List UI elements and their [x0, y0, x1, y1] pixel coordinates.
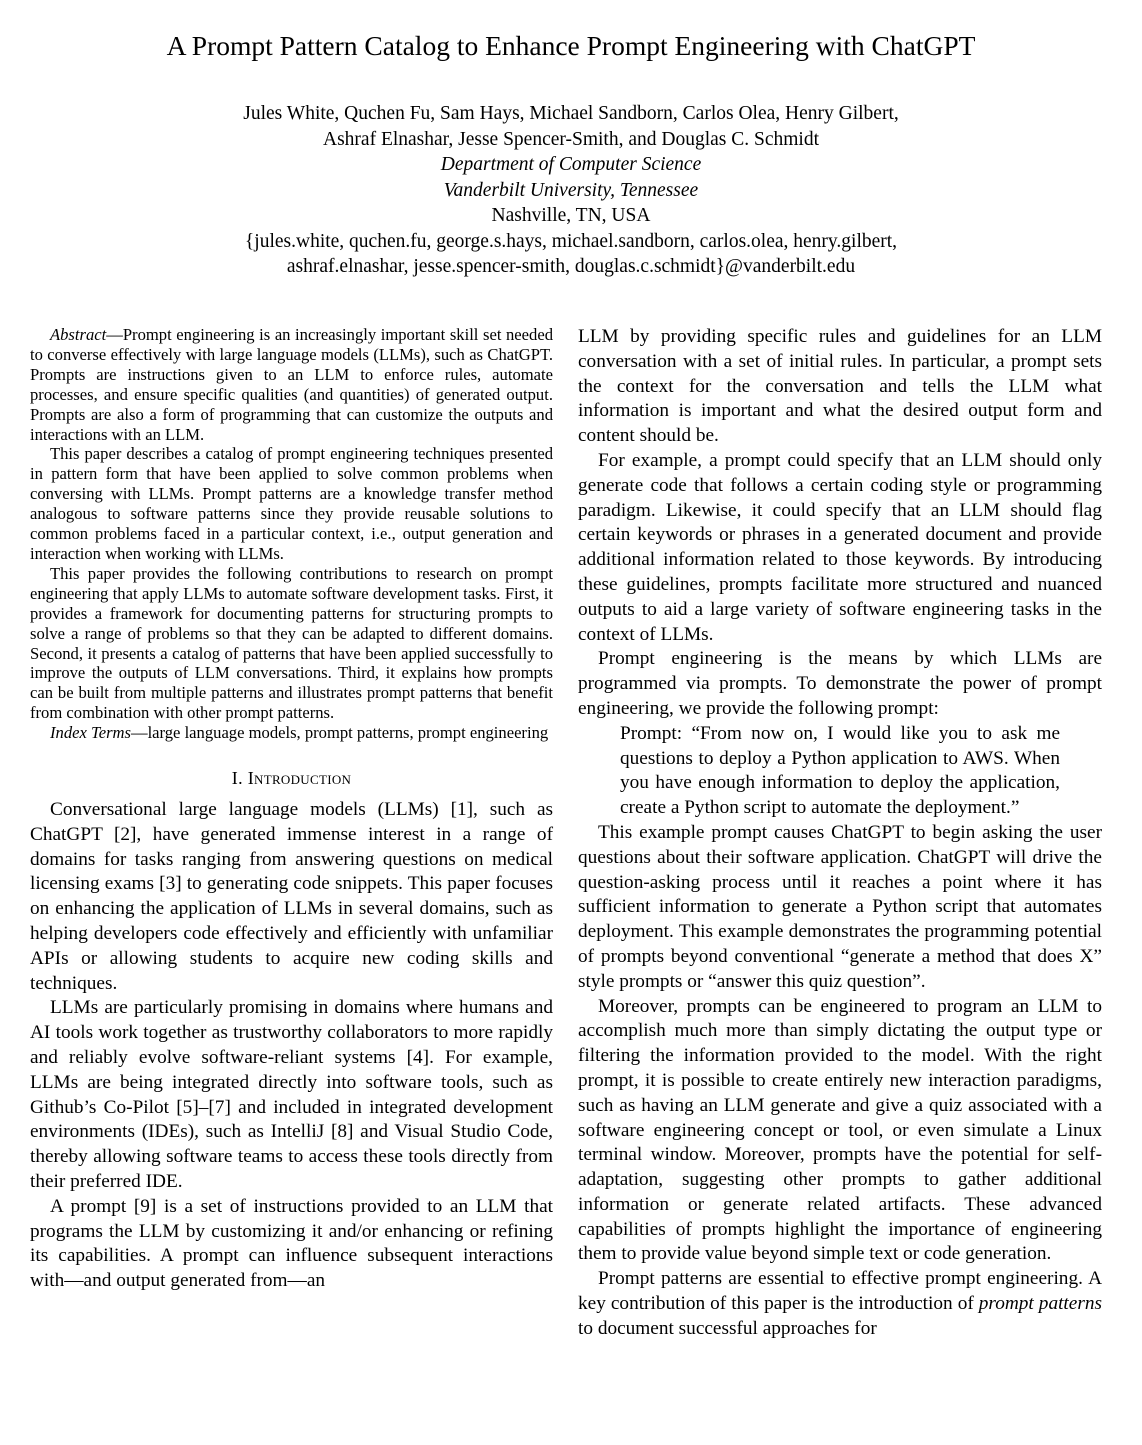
author-emails-line-2: ashraf.elnashar, jesse.spencer-smith, douglas.c.schmidt}@vanderbilt.edu [286, 256, 856, 277]
introduction-body [30, 798, 553, 1294]
index-terms-label: Index Terms [50, 723, 131, 743]
section-title: Introduction [247, 768, 352, 789]
affiliation-city: Nashville, TN, USA [491, 205, 651, 226]
intro-paragraph-1: Conversational large language models (LLMs) [1], such as ChatGPT [2], have generated immense interest in a range of domains for tasks ranging from answering questions on medical licensing exams [3] to generating code snippets. This paper focuses on enhancing the application of LLMs in several domains, such as helping developers code effectively and efficiently with unfamiliar APIs or allowing students to acquire new coding skills and techniques. [30, 799, 553, 994]
right-paragraph-4: This example prompt causes ChatGPT to begin asking the user questions about their software application. ChatGPT will drive the question-asking process until it reaches a point where it has sufficient information to generate a Python script that automates deployment. This example demonstrates the programming potential of prompts beyond conventional “generate a method that does X” style prompts or “answer this quiz question”. [578, 821, 1102, 992]
abstract-paragraph-2: This paper describes a catalog of prompt engineering techniques presented in pattern form that have been applied to solve common problems when conversing with LLMs. Prompt patterns are a knowledge transfer method analogous to software patterns since they provide reusable solutions to common problems faced in a particular context, i.e., output generation and interaction when working with LLMs. [30, 444, 553, 563]
index-terms [30, 723, 553, 743]
affiliation-university: Vanderbilt University, Tennessee [443, 179, 699, 201]
abstract-label: Abstract [50, 325, 107, 344]
section-heading-introduction [30, 767, 553, 789]
right-paragraph-1: LLM by providing specific rules and guidelines for an LLM conversation with a set of initial rules. In particular, a prompt sets the context for the conversation and tells the LLM what information is important and what the desired output form and content should be. [578, 326, 1102, 447]
index-terms-text: —large language models, prompt patterns, prompt engineering [130, 723, 549, 743]
abstract [30, 325, 553, 743]
right-paragraph-6-start: Prompt patterns are essential to effective prompt engineering. A key contribution of this paper is the introduction of [578, 1268, 1102, 1315]
example-prompt-quote: Prompt: “From now on, I would like you to ask me questions to deploy a Python application to AWS. When you have enough information to deploy the application, create a Python script to automate the deployment.” [620, 722, 1060, 819]
left-column [30, 325, 553, 1294]
right-paragraph-2: For example, a prompt could specify that an LLM should only generate code that follows a certain coding style or programming paradigm. Likewise, it could specify that an LLM should flag certain keywords or phrases in a generated document and provide additional information related to those keywords. By introducing these guidelines, prompts facilitate more structured and nuanced outputs to aid a large variety of software engineering tasks in the context of LLMs. [578, 449, 1102, 645]
author-block [0, 101, 1142, 280]
paper-title: A Prompt Pattern Catalog to Enhance Prompt Engineering with ChatGPT [166, 30, 976, 61]
author-list-line-2: Ashraf Elnashar, Jesse Spencer-Smith, and Douglas C. Schmidt [323, 128, 819, 150]
abstract-text-1: —Prompt engineering is an increasingly important skill set needed to converse effectively with large language models (LLMs), such as ChatGPT. Prompts are instructions given to an LLM to enforce rules, automate processes, and ensure specific qualities (and quantities) of generated output. Prompts are also a form of programming that can customize the outputs and interactions with an LLM. [30, 325, 553, 444]
prompt-patterns-emphasis: prompt patterns [978, 1293, 1102, 1315]
affiliation-department: Department of Computer Science [440, 154, 702, 175]
right-paragraph-3: Prompt engineering is the means by which LLMs are programmed via prompts. To demonstrate the power of prompt engineering, we provide the following prompt: [578, 648, 1102, 719]
abstract-paragraph-3: This paper provides the following contributions to research on prompt engineering that apply LLMs to automate software development tasks. First, it provides a framework for documenting patterns for structuring prompts to solve a range of problems so that they can be adapted to different domains. Second, it presents a catalog of patterns that have been applied successfully to improve the outputs of LLM conversations. Third, it explains how prompts can be built from multiple patterns and illustrates prompt patterns that benefit from combination with other prompt patterns. [30, 563, 553, 723]
right-paragraph-6 [578, 1267, 1102, 1341]
right-paragraph-6-end: to document successful approaches for [578, 1317, 877, 1339]
author-list-line-1: Jules White, Quchen Fu, Sam Hays, Michael Sandborn, Carlos Olea, Henry Gilbert, [243, 103, 899, 124]
section-number: I. [231, 768, 243, 789]
author-emails-line-1: {jules.white, quchen.fu, george.s.hays, michael.sandborn, carlos.olea, henry.gilbert, [244, 230, 898, 252]
abstract-paragraph-1 [30, 325, 553, 444]
right-paragraph-5: Moreover, prompts can be engineered to program an LLM to accomplish much more than simply dictating the output type or filtering the information provided to the model. With the right prompt, it is possible to create entirely new interaction paradigms, such as having an LLM generate and give a quiz associated with a software engineering concept or tool, or even simulate a Linux terminal window. Moreover, prompts have the potential for self-adaptation, suggesting other prompts to gather additional information or generate related artifacts. These advanced capabilities of prompts highlight the importance of engineering them to provide value beyond simple text or code generation. [578, 995, 1102, 1265]
right-column [578, 325, 1102, 1342]
intro-paragraph-2: LLMs are particularly promising in domains where humans and AI tools work together as trustworthy collaborators to more rapidly and reliably evolve software-reliant systems [4]. For example, LLMs are being integrated directly into software tools, such as Github’s Co-Pilot [5]–[7] and included in integrated development environments (IDEs), such as IntelliJ [8] and Visual Studio Code, thereby allowing software teams to access these tools directly from their preferred IDE. [30, 997, 553, 1192]
intro-paragraph-3: A prompt [9] is a set of instructions provided to an LLM that programs the LLM by customizing it and/or enhancing or refining its capabilities. A prompt can influence subsequent interactions with—and output generated from—an [30, 1195, 553, 1292]
